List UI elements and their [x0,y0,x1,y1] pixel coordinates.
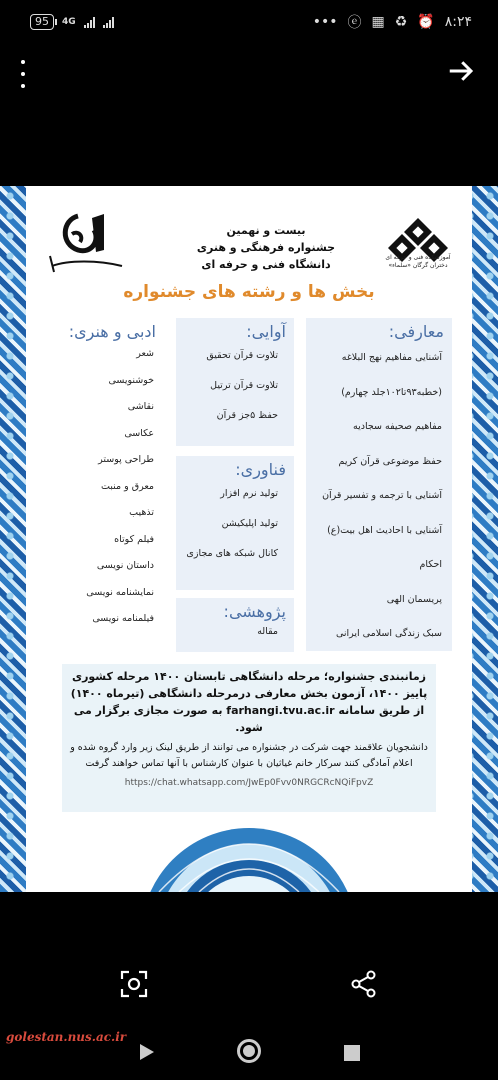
network-type: 4G [62,17,76,27]
recent-apps-icon[interactable] [344,1045,360,1061]
forward-arrow-icon[interactable] [446,56,476,86]
list-item: معرق و منبت [100,480,154,492]
list-item: کانال شبکه های مجازی [186,548,278,559]
poster-title: بخش ها و رشته های جشنواره [123,282,375,302]
schedule-text: زمانبندی جشنواره؛ مرحله دانشگاهی تابستان ۱۴۰۰ مرحله کشوری پاییز ۱۴۰۰، آزمون بخش معارفی درمرحله دانشگاهی (تیرماه ۱۴۰۰) از طریق سامانه farhangi.tvu.ac.ir به صورت مجازی برگزار می شود. [70,670,428,734]
list-item: فیلم کوتاه [114,533,154,545]
poster-image [0,186,498,892]
list-item: تلاوت قرآن ترتیل [210,380,278,391]
registration-text: دانشجویان علاقمند جهت شرکت در جشنواره می توانند از طریق لینک زیر وارد گروه شده و اعلام آمادگی کنند سرکار خانم غیاثیان با عنوان کارشناس با آنها تماس خواهند گرفت [70,742,428,769]
clock: ۸:۲۴ [444,14,472,30]
list-item: احکام [419,559,442,570]
section-avayi [176,318,294,446]
list-item: مقاله [257,626,278,637]
list-item: سبک زندگی اسلامی ایرانی [335,628,442,639]
lens-scan-icon[interactable] [120,970,148,998]
alarm-icon: ⏰ [417,14,435,30]
list-item: پریسمان الهی [386,593,442,605]
back-icon[interactable] [138,1042,156,1062]
list-item: آشنایی با احادیث اهل بیت(ع) [327,524,442,536]
section-heading: آوایی: [246,322,286,341]
college-logo-caption: آموزشکده فنی و حرفه ای دختران گرگان «سلماء» [385,254,451,269]
list-item: تلاوت قرآن تحقیق [206,350,278,361]
app-notification-icon: ⓔ [347,15,362,31]
list-item: آشنایی با ترجمه و تفسیر قرآن [322,490,442,501]
list-item: عکاسی [124,427,154,439]
whatsapp-link: https://chat.whatsapp.com/JwEp0Fvv0NRGCRcNQiFpvZ [124,778,374,788]
list-item: نمایشنامه نویسی [86,586,154,598]
more-notifications-icon: ••• [312,14,338,30]
signal-icon [84,16,95,28]
list-item: مفاهیم صحیفه سجادیه [353,421,442,432]
list-item: شعر [136,348,154,359]
viewer-toolbar [0,44,498,104]
home-icon[interactable] [237,1039,261,1063]
list-item: داستان نویسی [96,560,154,571]
more-options-icon[interactable] [16,60,30,88]
list-item: طراحی پوستر [98,454,154,465]
list-item: تولید اپلیکیشن [221,518,278,529]
rosette-ornament [139,826,359,892]
share-icon[interactable] [350,970,378,998]
festival-header: بیست و نهمین جشنواره فرهنگی و هنری دانشگاه فنی و حرفه ای [196,224,336,271]
poster-content [26,186,472,892]
list-item: (خطبه۹۳تا۱۰۲جلد چهارم) [341,386,442,398]
status-bar [0,0,498,44]
section-heading: فناوری: [235,460,286,479]
recycle-icon: ♻ [394,14,408,30]
section-heading: معارفی: [388,322,444,341]
list-item: فیلمنامه نویسی [92,613,154,624]
battery-indicator: 95 [30,14,54,30]
list-item: نقاشی [127,401,154,412]
list-item: تذهیب [129,507,154,518]
section-pazhuheshi [176,598,294,652]
section-heading: پژوهشی: [223,602,286,621]
list-item: خوشنویسی [108,374,154,386]
list-item: تولید نرم افزار [220,488,278,499]
grid-icon: ▦ [371,14,385,30]
section-maarefi [306,318,452,651]
list-item: حفظ موضوعی قرآن کریم [338,455,442,467]
watermark: golestan.nus.ac.ir [6,1030,127,1044]
schedule-info-box [62,664,436,812]
section-fanavari [176,456,294,590]
list-item: آشنایی مفاهیم نهج البلاغه [341,352,442,363]
section-heading: ادبی و هنری: [68,322,156,341]
university-logo [48,210,126,276]
gallery-actions [0,940,498,1030]
section-adabi [46,318,164,651]
signal-icon-2 [103,16,114,28]
list-item: حفظ ۵جز قرآن [216,410,278,421]
